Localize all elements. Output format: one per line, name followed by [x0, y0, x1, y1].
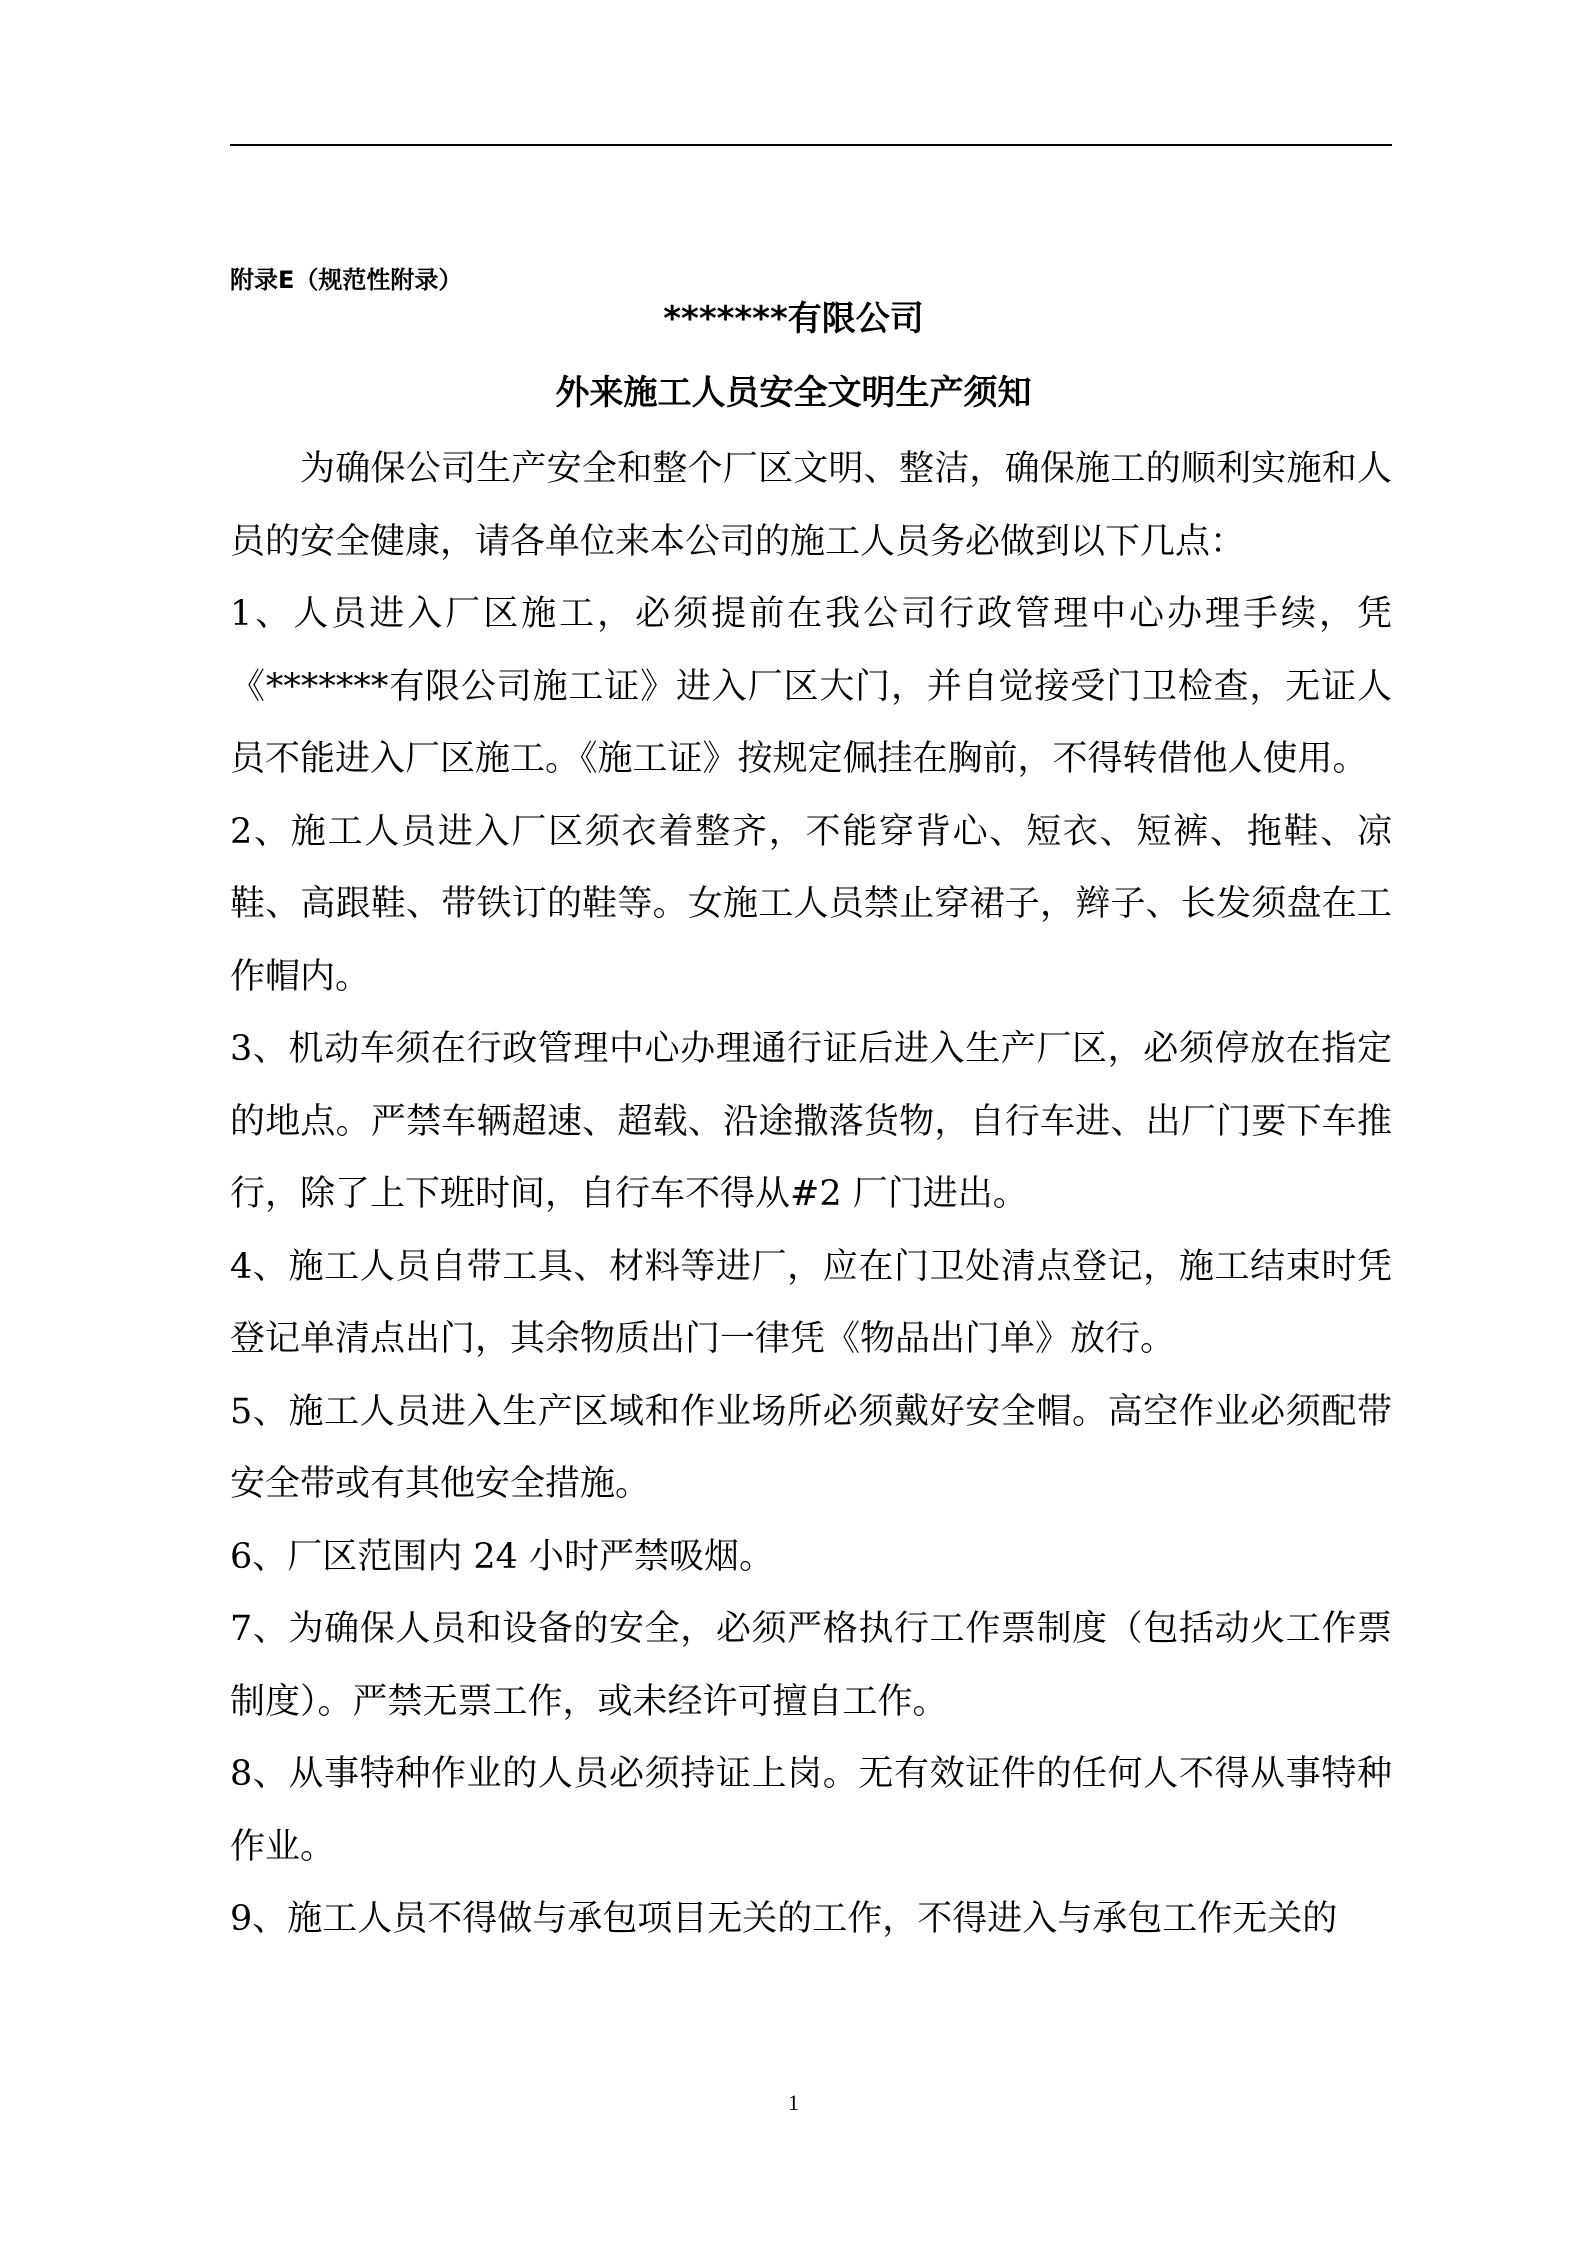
rule-item-7: 7、为确保人员和设备的安全，必须严格执行工作票制度（包括动火工作票制度）。严禁无票工作，或未经许可擅自工作。	[230, 1609, 1392, 1722]
rule-item-4: 4、施工人员自带工具、材料等进厂，应在门卫处清点登记，施工结束时凭登记单清点出门，其余物质出门一律凭《物品出门单》放行。	[230, 1246, 1392, 1359]
header-rule	[230, 144, 1392, 146]
document-title: 外来施工人员安全文明生产须知	[555, 373, 1032, 413]
rule-item-3: 3、机动车须在行政管理中心办理通行证后进入生产厂区，必须停放在指定的地点。严禁车辆超速、超载、沿途撒落货物，自行车进、出厂门要下车推行，除了上下班时间，自行车不得从#2 厂门进出。	[230, 1029, 1392, 1214]
company-name: *******有限公司	[663, 299, 924, 339]
rule-item-6: 6、厂区范围内 24 小时严禁吸烟。	[230, 1536, 775, 1577]
rule-item-5: 5、施工人员进入生产区域和作业场所必须戴好安全帽。高空作业必须配带安全带或有其他安全措施。	[230, 1391, 1392, 1504]
intro-paragraph: 为确保公司生产安全和整个厂区文明、整洁，确保施工的顺利实施和人员的安全健康，请各单位来本公司的施工人员务必做到以下几点：	[230, 449, 1392, 562]
appendix-label: 附录E（规范性附录）	[230, 266, 463, 294]
document-body	[230, 433, 1392, 1956]
rule-item-1: 1、人员进入厂区施工，必须提前在我公司行政管理中心办理手续，凭《*******有限公司施工证》进入厂区大门，并自觉接受门卫检查，无证人员不能进入厂区施工。《施工证》按规定佩挂在胸前，不得转借他人使用。	[230, 594, 1392, 779]
page-number: 1	[788, 2090, 799, 2115]
rule-item-2: 2、施工人员进入厂区须衣着整齐，不能穿背心、短衣、短裤、拖鞋、凉鞋、高跟鞋、带铁订的鞋等。女施工人员禁止穿裙子，辫子、长发须盘在工作帽内。	[230, 811, 1392, 997]
rule-item-8: 8、从事特种作业的人员必须持证上岗。无有效证件的任何人不得从事特种作业。	[230, 1754, 1392, 1867]
rule-item-9: 9、施工人员不得做与承包项目无关的工作，不得进入与承包工作无关的	[230, 1899, 1338, 1939]
